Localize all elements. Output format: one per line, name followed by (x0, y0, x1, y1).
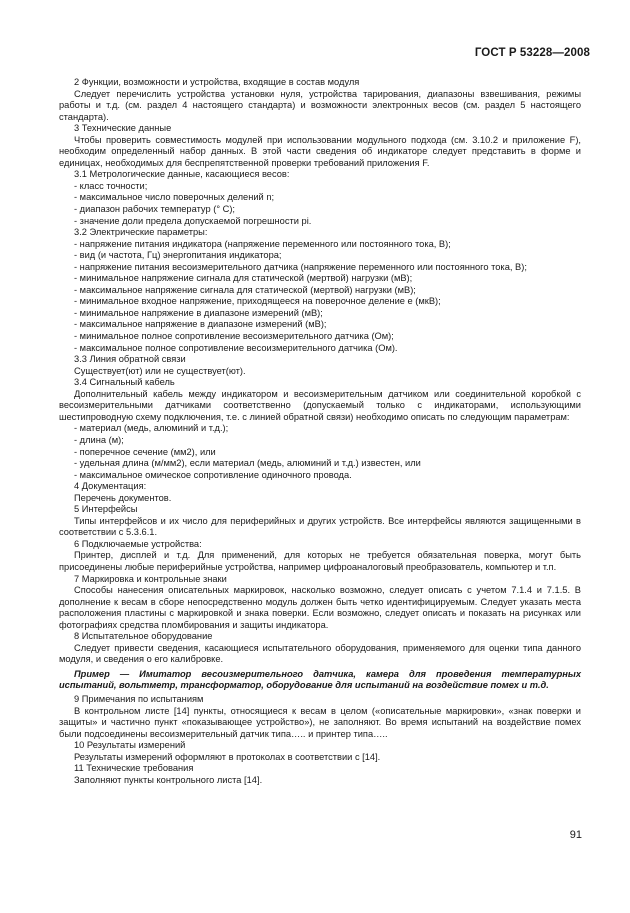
subsection-heading-3-1: 3.1 Метрологические данные, касающиеся весов: (74, 169, 290, 180)
list-item: - материал (медь, алюминий и т.д.); (74, 423, 229, 434)
subsection-heading-3-3: 3.3 Линия обратной связи (74, 354, 186, 365)
list-item: - максимальное полное сопротивление весоизмерительного датчика (Ом). (74, 342, 398, 353)
subsection-heading-3-4: 3.4 Сигнальный кабель (74, 377, 175, 388)
paragraph: Типы интерфейсов и их число для периферийных и других устройств. Все интерфейсы являются защищенными в соответствии с 5.3.6.1. (59, 515, 581, 538)
section-heading-3: 3 Технические данные (74, 123, 172, 134)
paragraph: Следует привести сведения, касающиеся испытательного оборудования, применяемого для оценки типа данного модуля, и сведения о его калибровке. (59, 642, 581, 665)
paragraph: Существует(ют) или не существует(ют). (74, 365, 246, 376)
section-heading-5: 5 Интерфейсы (74, 504, 138, 515)
page-number: 91 (569, 829, 582, 841)
list-item: - поперечное сечение (мм2), или (74, 446, 216, 457)
paragraph: В контрольном листе [14] пункты, относящиеся к весам в целом («описательные маркировки», «знак поверки и защиты» и частично пункт «показывающее устройство»), не заполняют. Во время испытаний на воздействие помех были подсоединены весоизмерительный датчик типа….. и принтер типа….. (59, 705, 581, 739)
subsection-heading-3-2: 3.2 Электрические параметры: (74, 227, 208, 238)
paragraph: Принтер, дисплей и т.д. Для применений, для которых не требуется обязательная поверка, могут быть присоединены любые периферийные устройства, например цифроаналоговый преобразователь, компьютер и т.п. (59, 550, 581, 572)
paragraph: Следует перечислить устройства установки нуля, устройства тарирования, диапазоны взвешивания, режимы работы и т.д. (см. раздел 4 настоящего стандарта) и возможности электронных весов (см. раздел 5 настоящего стандарта). (59, 88, 581, 122)
example-note: Пример — Имитатор весоизмерительного датчика, камера для проведения температурных испытаний, вольтметр, трансформатор, оборудование для испытаний на воздействие помех и т.д. (59, 668, 581, 691)
section-heading-11: 11 Технические требования (74, 763, 194, 774)
list-item: - напряжение питания весоизмерительного датчика (напряжение переменного или постоянного тока, В); (74, 261, 527, 272)
section-heading-10: 10 Результаты измерений (74, 740, 186, 751)
list-item: - вид (и частота, Гц) энергопитания индикатора; (74, 250, 282, 261)
document-body (59, 77, 581, 786)
list-item: - диапазон рабочих температур (° С); (74, 204, 236, 215)
paragraph: Дополнительный кабель между индикатором и весоизмерительным датчиком или соединительной коробкой с весоизмерительными датчиками соответственно (допускаемый только с индикаторами, использующими шестипроводную схему подключения, т.е. с линией обратной связи) необходимо описать по следующим параметрам: (59, 388, 581, 422)
list-item: - максимальное напряжение сигнала для статической (мертвой) нагрузки (мВ); (74, 284, 416, 295)
section-heading-4: 4 Документация: (74, 481, 147, 492)
list-item: - максимальное напряжение в диапазоне измерений (мВ); (74, 319, 327, 330)
paragraph: Перечень документов. (74, 492, 172, 503)
standard-header: ГОСТ Р 53228—2008 (474, 47, 590, 59)
list-item: - значение доли предела допускаемой погрешности pi. (74, 215, 312, 226)
paragraph: Заполняют пункты контрольного листа [14]. (74, 774, 263, 785)
list-item: - напряжение питания индикатора (напряжение переменного или постоянного тока, В); (74, 238, 451, 249)
section-heading-2: 2 Функции, возможности и устройства, входящие в состав модуля (74, 77, 360, 87)
list-item: - удельная длина (м/мм2), если материал (медь, алюминий и т.д.) известен, или (74, 458, 421, 469)
list-item: - класс точности; (74, 180, 148, 191)
paragraph: Способы нанесения описательных маркировок, насколько возможно, следует описать с учетом 7.1.4 и 7.1.5. В дополнение к весам в сборе непосредственно модуль должен быть четко идентифицируемым. Следует указать места расположения пластины с маркировкой и знака поверки. Если возможно, следует описать и показать на рисунках или фотографиях средства пломбирования и защиты индикатора. (59, 585, 581, 630)
section-heading-6: 6 Подключаемые устройства: (74, 538, 202, 549)
list-item: - минимальное напряжение сигнала для статической (мертвой) нагрузки (мВ); (74, 273, 413, 284)
section-heading-8: 8 Испытательное оборудование (74, 631, 213, 642)
list-item: - максимальное число поверочных делений n; (74, 192, 275, 203)
paragraph: Результаты измерений оформляют в протоколах в соответствии с [14]. (74, 751, 381, 762)
list-item: - максимальное омическое сопротивление одиночного провода. (74, 469, 352, 480)
list-item: - минимальное полное сопротивление весоизмерительного датчика (Ом); (74, 331, 394, 342)
list-item: - минимальное напряжение в диапазоне измерений (мВ); (74, 307, 323, 318)
list-item: - минимальное входное напряжение, приходящееся на поверочное деление e (мкВ); (74, 296, 441, 307)
section-heading-7: 7 Маркировка и контрольные знаки (74, 573, 227, 584)
paragraph: Чтобы проверить совместимость модулей при использовании модульного подхода (см. 3.10.2 и приложение F), необходим определенный набор данных. В этой части сведения об индикаторе следует представить в форме и единицах, необходимых для беспрепятственной проверки требований приложения F. (59, 134, 581, 168)
list-item: - длина (м); (74, 434, 124, 445)
section-heading-9: 9 Примечания по испытаниям (74, 693, 204, 704)
